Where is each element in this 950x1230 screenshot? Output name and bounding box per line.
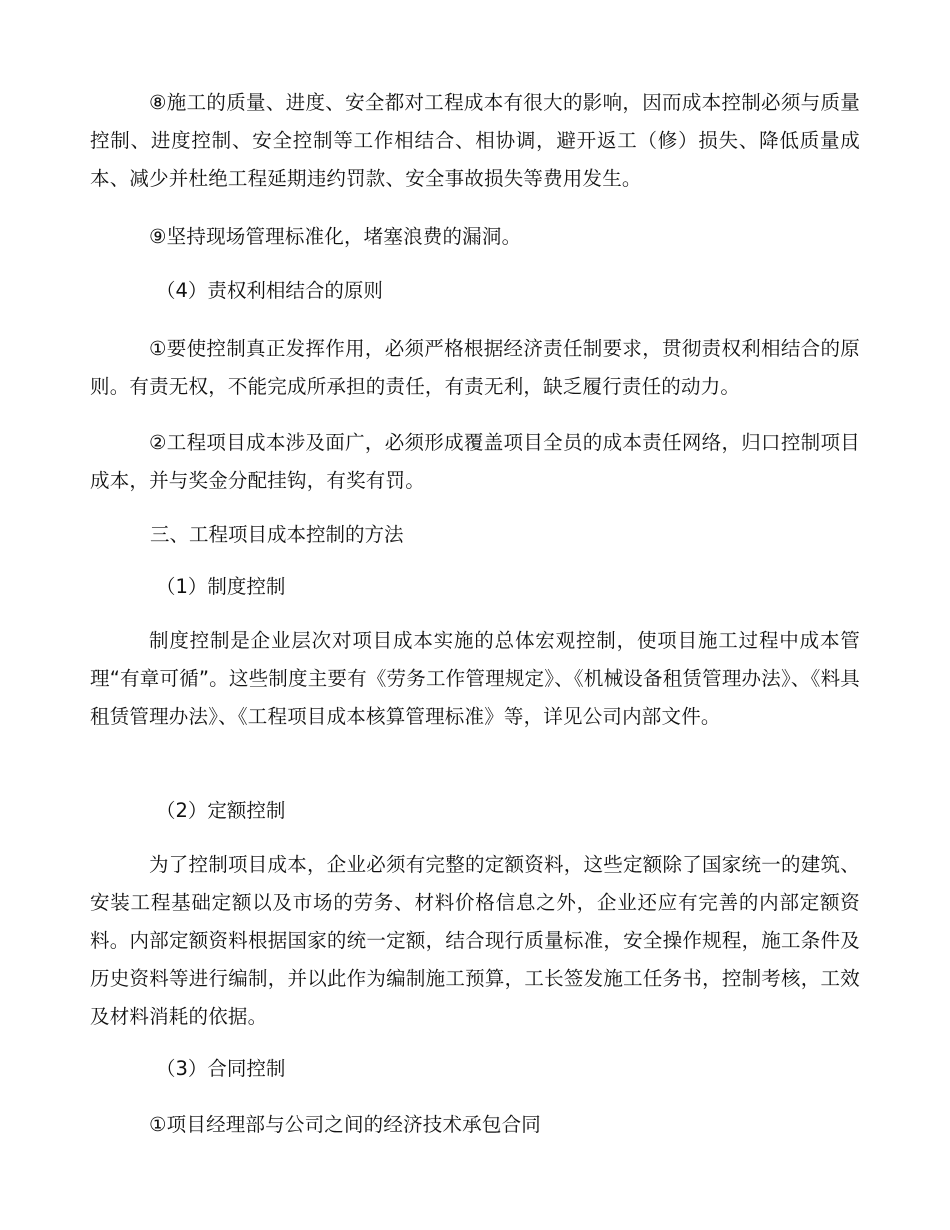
heading-responsibility-principle: （4）责权利相结合的原则: [156, 279, 383, 302]
section-heading-methods: 三、工程项目成本控制的方法: [150, 523, 404, 546]
paragraph-item-8: ⑧施工的质量、进度、安全都对工程成本有很大的影响，因而成本控制必须与质量控制、进度控制、安全控制等工作相结合、相协调，避开返工（修）损失、降低质量成本、减少并杜绝工程延期违约罚款、安全事故损失等费用发生。: [90, 91, 860, 190]
heading-quota-control: （2）定额控制: [156, 799, 286, 822]
paragraph-system-control: 制度控制是企业层次对项目成本实施的总体宏观控制，使项目施工过程中成本管理“有章可循”。这些制度主要有《劳务工作管理规定》、《机械设备租赁管理办法》、《料具租赁管理办法》、《工程项目成本核算管理标准》等，详见公司内部文件。: [90, 629, 860, 728]
heading-system-control: （1）制度控制: [156, 575, 286, 598]
paragraph-responsibility-1: ①要使控制真正发挥作用，必须严格根据经济责任制要求，贯彻责权利相结合的原则。有责无权，不能完成所承担的责任，有责无利，缺乏履行责任的动力。: [90, 337, 860, 398]
paragraph-item-9: ⑨坚持现场管理标准化，堵塞浪费的漏洞。: [149, 225, 522, 248]
paragraph-contract-control-1: ①项目经理部与公司之间的经济技术承包合同: [149, 1113, 541, 1136]
heading-contract-control: （3）合同控制: [156, 1057, 286, 1080]
paragraph-quota-control: 为了控制项目成本，企业必须有完整的定额资料，这些定额除了国家统一的建筑、安装工程基础定额以及市场的劳务、材料价格信息之外，企业还应有完善的内部定额资料。内部定额资料根据国家的统一定额，结合现行质量标准，安全操作规程，施工条件及历史资料等进行编制，并以此作为编制施工预算，工长签发施工任务书，控制考核，工效及材料消耗的依据。: [90, 853, 860, 1028]
paragraph-responsibility-2: ②工程项目成本涉及面广，必须形成覆盖项目全员的成本责任网络，归口控制项目成本，并与奖金分配挂钩，有奖有罚。: [90, 431, 860, 492]
